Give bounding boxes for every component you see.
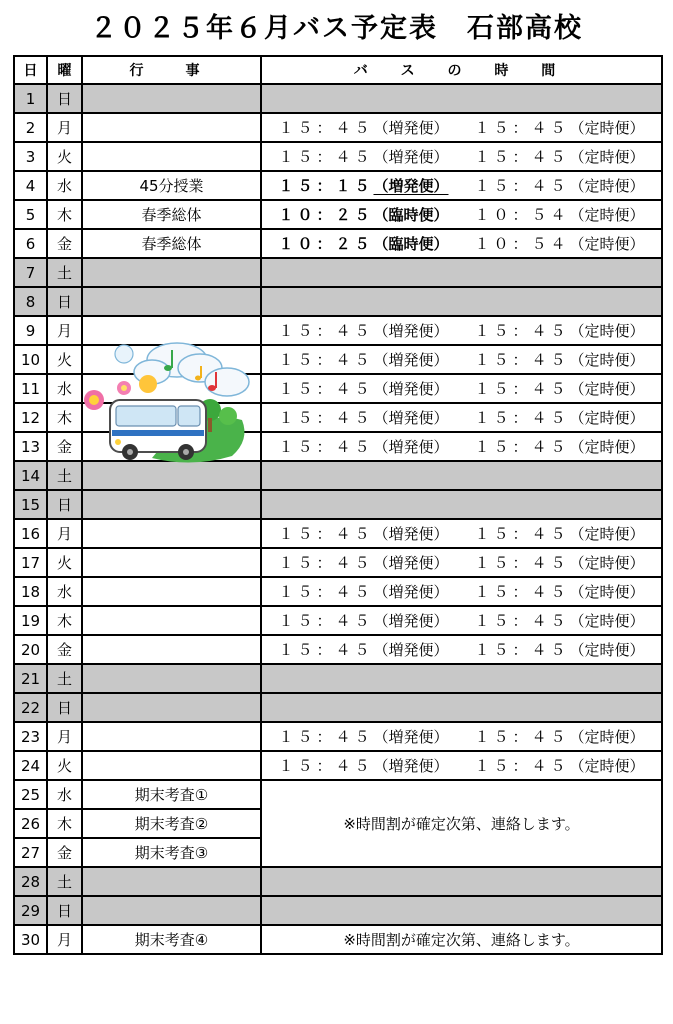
departure-time: １５：４５: [474, 583, 570, 601]
weekday-cell: 土: [47, 664, 82, 693]
weekday-cell: 木: [47, 606, 82, 635]
first-departure: [278, 438, 448, 456]
bus-times: [278, 438, 644, 456]
departure-time: １５：４５: [278, 380, 374, 398]
second-departure: [475, 177, 645, 195]
table-row: [14, 577, 662, 606]
first-departure: [278, 119, 448, 137]
departure-time: １５：４５: [474, 409, 570, 427]
day-cell: 7: [14, 258, 47, 287]
event-cell: [82, 113, 261, 142]
bus-times: [278, 351, 644, 369]
event-cell: 期末考査①: [82, 780, 261, 809]
bus-time-cell: [261, 693, 662, 722]
bus-kind: （増発便）: [373, 757, 449, 775]
day-cell: 12: [14, 403, 47, 432]
weekday-cell: 金: [47, 432, 82, 461]
bus-time-cell: [261, 432, 662, 461]
event-cell: [82, 606, 261, 635]
day-cell: 27: [14, 838, 47, 867]
day-cell: 16: [14, 519, 47, 548]
departure-time: １５：４５: [474, 728, 570, 746]
bus-time-cell: [261, 84, 662, 113]
event-cell: 45分授業: [82, 171, 261, 200]
bus-times: [278, 728, 644, 746]
bus-time-cell: [261, 403, 662, 432]
bus-kind: （増発便）: [373, 351, 449, 369]
departure-time: １５：４５: [278, 351, 374, 369]
weekday-cell: 木: [47, 809, 82, 838]
day-cell: 30: [14, 925, 47, 954]
table-row: [14, 867, 662, 896]
weekday-cell: 金: [47, 229, 82, 258]
departure-time: １５：４５: [278, 525, 374, 543]
first-departure: [278, 525, 448, 543]
bus-kind: （増発便）: [373, 525, 449, 543]
second-departure: [475, 351, 645, 369]
first-departure: [278, 235, 448, 253]
bus-kind: （定時便）: [569, 583, 645, 601]
second-departure: [475, 612, 645, 630]
bus-kind: （増発便）: [373, 177, 449, 195]
day-cell: 19: [14, 606, 47, 635]
event-cell: [82, 896, 261, 925]
second-departure: [475, 409, 645, 427]
weekday-cell: 土: [47, 258, 82, 287]
bus-kind: （増発便）: [373, 119, 449, 137]
bus-note-cell: ※時間割が確定次第、連絡します。: [261, 925, 662, 954]
table-row: [14, 606, 662, 635]
day-cell: 15: [14, 490, 47, 519]
bus-time-cell: [261, 316, 662, 345]
departure-time: １５：４５: [278, 119, 374, 137]
weekday-cell: 日: [47, 490, 82, 519]
day-cell: 21: [14, 664, 47, 693]
bus-times: [278, 612, 644, 630]
day-cell: 22: [14, 693, 47, 722]
weekday-cell: 火: [47, 142, 82, 171]
bus-note-cell: ※時間割が確定次第、連絡します。: [261, 780, 662, 867]
bus-kind: （臨時便）: [373, 206, 449, 224]
departure-time: １０：２５: [278, 235, 374, 253]
day-cell: 18: [14, 577, 47, 606]
bus-kind: （増発便）: [373, 612, 449, 630]
day-cell: 20: [14, 635, 47, 664]
weekday-cell: 木: [47, 403, 82, 432]
event-cell: [82, 577, 261, 606]
bus-time-cell: [261, 548, 662, 577]
weekday-cell: 月: [47, 316, 82, 345]
weekday-cell: 水: [47, 577, 82, 606]
bus-kind: （定時便）: [569, 612, 645, 630]
table-row: [14, 490, 662, 519]
bus-kind: （増発便）: [373, 554, 449, 572]
table-row: [14, 84, 662, 113]
header-weekday: 曜: [47, 56, 82, 84]
event-cell: [82, 664, 261, 693]
table-row: [14, 113, 662, 142]
weekday-cell: 土: [47, 867, 82, 896]
bus-times: [278, 380, 644, 398]
event-cell: [82, 519, 261, 548]
first-departure: [278, 641, 448, 659]
first-departure: [278, 351, 448, 369]
bus-time-cell: [261, 142, 662, 171]
table-row: [14, 200, 662, 229]
table-row: [14, 722, 662, 751]
weekday-cell: 日: [47, 287, 82, 316]
day-cell: 17: [14, 548, 47, 577]
day-cell: 10: [14, 345, 47, 374]
weekday-cell: 月: [47, 722, 82, 751]
event-cell: [82, 635, 261, 664]
weekday-cell: 日: [47, 896, 82, 925]
bus-time-cell: [261, 345, 662, 374]
table-row: [14, 780, 662, 809]
event-cell: 春季総体: [82, 229, 261, 258]
departure-time: １５：４５: [278, 322, 374, 340]
event-cell: [82, 693, 261, 722]
weekday-cell: 月: [47, 925, 82, 954]
table-body: [14, 84, 662, 954]
event-cell: [82, 490, 261, 519]
bus-times: [278, 554, 644, 572]
weekday-cell: 火: [47, 345, 82, 374]
event-cell: [82, 867, 261, 896]
event-cell: [82, 722, 261, 751]
event-cell: [82, 548, 261, 577]
weekday-cell: 月: [47, 113, 82, 142]
bus-time-cell: [261, 287, 662, 316]
bus-times: [278, 525, 644, 543]
bus-times: [278, 409, 644, 427]
day-cell: 23: [14, 722, 47, 751]
weekday-cell: 日: [47, 84, 82, 113]
bus-kind: （増発便）: [373, 728, 449, 746]
second-departure: [475, 148, 645, 166]
departure-time: １５：４５: [278, 148, 374, 166]
bus-time-cell: [261, 490, 662, 519]
bus-kind: （増発便）: [373, 148, 449, 166]
bus-kind: （定時便）: [569, 177, 645, 195]
day-cell: 26: [14, 809, 47, 838]
table-row: [14, 751, 662, 780]
bus-kind: （定時便）: [569, 119, 645, 137]
table-row: [14, 258, 662, 287]
day-cell: 24: [14, 751, 47, 780]
departure-time: １５：４５: [474, 438, 570, 456]
bus-kind: （定時便）: [569, 380, 645, 398]
bus-schedule-table: [13, 55, 663, 955]
weekday-cell: 水: [47, 374, 82, 403]
departure-time: １５：４５: [278, 554, 374, 572]
bus-kind: （増発便）: [373, 380, 449, 398]
bus-kind: （定時便）: [569, 235, 645, 253]
table-row: [14, 229, 662, 258]
weekday-cell: 月: [47, 519, 82, 548]
bus-time-cell: [261, 722, 662, 751]
second-departure: [475, 235, 645, 253]
second-departure: [475, 583, 645, 601]
departure-time: １５：４５: [474, 525, 570, 543]
bus-kind: （定時便）: [569, 525, 645, 543]
bus-time-cell: [261, 664, 662, 693]
day-cell: 13: [14, 432, 47, 461]
bus-time-cell: [261, 867, 662, 896]
event-cell: 期末考査②: [82, 809, 261, 838]
departure-time: １５：４５: [474, 554, 570, 572]
bus-time-cell: [261, 258, 662, 287]
bus-kind: （増発便）: [373, 409, 449, 427]
first-departure: [278, 148, 448, 166]
day-cell: 11: [14, 374, 47, 403]
day-cell: 2: [14, 113, 47, 142]
departure-time: １５：４５: [278, 583, 374, 601]
table-header-row: [14, 56, 662, 84]
day-cell: 5: [14, 200, 47, 229]
table-row: [14, 664, 662, 693]
bus-kind: （増発便）: [373, 641, 449, 659]
table-row: [14, 925, 662, 954]
bus-times: [278, 322, 644, 340]
table-row: [14, 287, 662, 316]
table-row: [14, 896, 662, 925]
departure-time: １５：４５: [474, 119, 570, 137]
second-departure: [475, 380, 645, 398]
second-departure: [475, 119, 645, 137]
bus-time-cell: [261, 635, 662, 664]
bus-times: [278, 235, 644, 253]
weekday-cell: 金: [47, 838, 82, 867]
second-departure: [475, 206, 645, 224]
bus-icon: [110, 400, 206, 460]
second-departure: [475, 641, 645, 659]
first-departure: [278, 612, 448, 630]
second-departure: [475, 554, 645, 572]
first-departure: [278, 206, 448, 224]
day-cell: 28: [14, 867, 47, 896]
bus-kind: （臨時便）: [373, 235, 449, 253]
header-event-label: 行 事: [129, 63, 214, 79]
event-cell: [82, 142, 261, 171]
weekday-cell: 火: [47, 548, 82, 577]
day-cell: 6: [14, 229, 47, 258]
bus-kind: （定時便）: [569, 148, 645, 166]
day-cell: 14: [14, 461, 47, 490]
day-cell: 1: [14, 84, 47, 113]
first-departure: [278, 554, 448, 572]
departure-time: １５：４５: [278, 757, 374, 775]
departure-time: １５：４５: [474, 380, 570, 398]
bus-kind: （定時便）: [569, 728, 645, 746]
event-cell: [82, 84, 261, 113]
table-row: [14, 693, 662, 722]
bus-time-cell: [261, 200, 662, 229]
event-cell: 春季総体: [82, 200, 261, 229]
day-cell: 9: [14, 316, 47, 345]
departure-time: １５：４５: [474, 351, 570, 369]
bus-kind: （定時便）: [569, 554, 645, 572]
bus-time-cell: [261, 519, 662, 548]
bus-kind: （増発便）: [373, 438, 449, 456]
table-row: [14, 142, 662, 171]
bus-cartoon-illustration: [82, 338, 254, 468]
bus-times: [278, 757, 644, 775]
first-departure: [278, 177, 448, 195]
bus-times: [278, 148, 644, 166]
table-row: [14, 171, 662, 200]
bus-time-cell: [261, 577, 662, 606]
bus-time-cell: [261, 113, 662, 142]
weekday-cell: 日: [47, 693, 82, 722]
bus-kind: （定時便）: [569, 206, 645, 224]
bus-time-cell: [261, 171, 662, 200]
second-departure: [475, 728, 645, 746]
page-title: ２０２５年６月バス予定表 石部高校: [90, 13, 583, 44]
first-departure: [278, 757, 448, 775]
first-departure: [278, 583, 448, 601]
departure-time: １５：４５: [474, 612, 570, 630]
event-cell: [82, 287, 261, 316]
departure-time: １５：４５: [474, 148, 570, 166]
bus-times: [278, 119, 644, 137]
event-cell: 期末考査③: [82, 838, 261, 867]
weekday-cell: 金: [47, 635, 82, 664]
event-cell: [82, 258, 261, 287]
bus-kind: （増発便）: [373, 583, 449, 601]
header-bus-label: バ ス の 時 間: [353, 63, 570, 79]
departure-time: １０：５４: [474, 235, 570, 253]
weekday-cell: 水: [47, 171, 82, 200]
bus-time-cell: [261, 229, 662, 258]
second-departure: [475, 757, 645, 775]
departure-time: １５：４５: [474, 177, 570, 195]
day-cell: 25: [14, 780, 47, 809]
bus-kind: （定時便）: [569, 322, 645, 340]
day-cell: 4: [14, 171, 47, 200]
bus-kind: （定時便）: [569, 438, 645, 456]
day-cell: 8: [14, 287, 47, 316]
bus-time-cell: [261, 374, 662, 403]
second-departure: [475, 525, 645, 543]
departure-time: １５：４５: [474, 757, 570, 775]
day-cell: 29: [14, 896, 47, 925]
bus-kind: （定時便）: [569, 351, 645, 369]
bus-kind: （増発便）: [373, 322, 449, 340]
header-bus-time: [261, 56, 662, 84]
departure-time: １５：４５: [474, 322, 570, 340]
weekday-cell: 木: [47, 200, 82, 229]
bus-times: [278, 206, 644, 224]
first-departure: [278, 409, 448, 427]
departure-time: １０：２５: [278, 206, 374, 224]
bus-time-cell: [261, 606, 662, 635]
event-cell: [82, 751, 261, 780]
weekday-cell: 土: [47, 461, 82, 490]
table-row: [14, 548, 662, 577]
departure-time: １５：１５: [278, 177, 374, 195]
weekday-cell: 火: [47, 751, 82, 780]
bus-times: [278, 583, 644, 601]
bus-times: [278, 641, 644, 659]
second-departure: [475, 322, 645, 340]
first-departure: [278, 322, 448, 340]
bus-time-cell: [261, 461, 662, 490]
bus-time-cell: [261, 896, 662, 925]
bus-kind: （定時便）: [569, 641, 645, 659]
header-day: 日: [14, 56, 47, 84]
day-cell: 3: [14, 142, 47, 171]
departure-time: １５：４５: [278, 612, 374, 630]
bus-kind: （定時便）: [569, 409, 645, 427]
second-departure: [475, 438, 645, 456]
bus-times: [278, 177, 644, 195]
bus-time-cell: [261, 751, 662, 780]
header-event: [82, 56, 261, 84]
departure-time: １０：５４: [474, 206, 570, 224]
first-departure: [278, 728, 448, 746]
departure-time: １５：４５: [278, 409, 374, 427]
bus-kind: （定時便）: [569, 757, 645, 775]
first-departure: [278, 380, 448, 398]
departure-time: １５：４５: [474, 641, 570, 659]
table-row: [14, 635, 662, 664]
departure-time: １５：４５: [278, 641, 374, 659]
table-row: [14, 519, 662, 548]
event-cell: 期末考査④: [82, 925, 261, 954]
departure-time: １５：４５: [278, 728, 374, 746]
weekday-cell: 水: [47, 780, 82, 809]
departure-time: １５：４５: [278, 438, 374, 456]
